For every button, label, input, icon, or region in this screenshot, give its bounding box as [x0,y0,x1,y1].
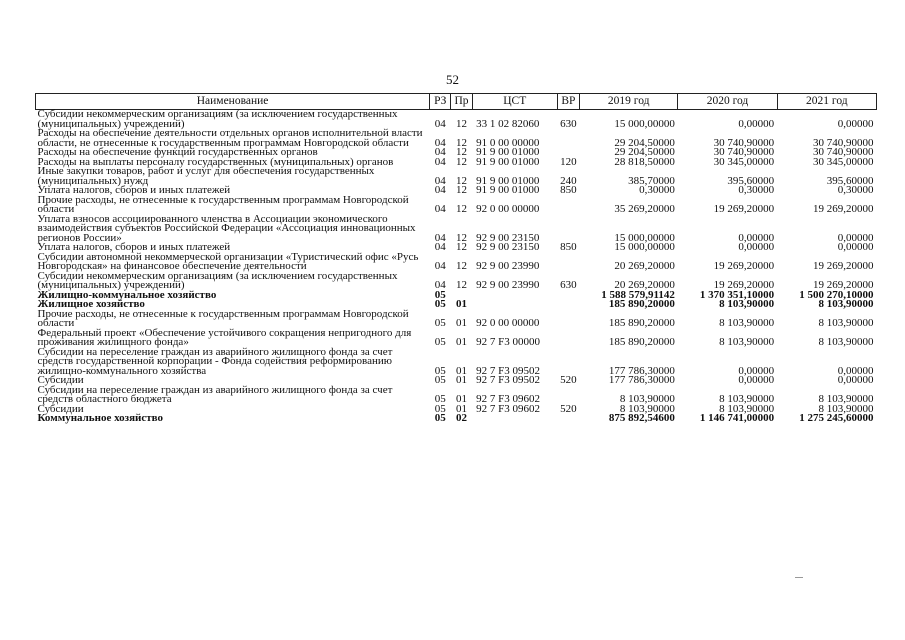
table-row [36,329,877,348]
cell-name: Уплата налогов, сборов и иных платежей [37,241,231,253]
table-row [36,215,877,244]
cell-2021: 30 740,90000 [813,136,874,149]
cell-pr: 12 [456,203,468,215]
cell-2019: 8 103,90000 [619,402,675,415]
cell-2019: 20 269,20000 [614,260,675,272]
cell-rz: 04 [434,260,446,272]
cell-2020: 8 103,90000 [719,393,775,405]
page-number: 52 [446,72,459,87]
cell-cst: 33 1 02 82060 [476,117,540,130]
cell-vr: 850 [560,241,577,253]
cell-2021: 8 103,90000 [818,402,874,415]
header-name: Наименование [36,94,430,110]
cell-vr: 520 [560,402,577,415]
cell-pr: 01 [456,393,468,405]
cell-rz: 05 [434,317,446,329]
cell-rz: 05 [434,288,446,301]
cell-2019: 185 890,20000 [608,298,675,310]
cell-pr: 01 [456,298,468,310]
cell-vr [557,414,579,424]
cell-rz: 05 [434,412,446,424]
cell-vr: 630 [560,279,577,291]
cell-rz: 04 [434,146,446,158]
cell-rz: 05 [434,402,446,415]
cell-2019: 0,30000 [639,184,675,196]
cell-2021: 0,00000 [837,231,874,244]
cell-2021: 1 500 270,10000 [799,288,874,301]
cell-pr: 12 [456,117,468,130]
cell-2020: 19 269,20000 [713,279,775,291]
cell-cst: 91 9 00 01000 [476,155,540,168]
budget-table [35,93,877,424]
cell-cst: 91 9 00 01000 [476,174,540,187]
table-row [36,386,877,405]
cell-pr: 12 [456,174,468,187]
cell-vr: 240 [560,174,577,187]
cell-cst: 92 9 00 23990 [476,279,540,291]
cell-cst [472,291,557,301]
cell-name: Уплата налогов, сборов и иных платежей [37,184,231,196]
cell-cst: 92 7 F3 09502 [476,374,541,386]
cell-2019: 1 588 579,91142 [601,288,675,301]
cell-name: Прочие расходы, не отнесенные к государственным программам Новгородской области [37,193,409,215]
cell-pr: 02 [456,412,468,424]
cell-vr: 120 [560,155,577,168]
cell-vr [557,215,579,244]
cell-2021: 19 269,20000 [813,279,874,291]
cell-rz: 05 [434,374,446,386]
cell-2021: 30 740,90000 [813,146,874,158]
cell-rz: 05 [434,298,446,310]
cell-2019: 35 269,20000 [614,203,675,215]
cell-name: Субсидии на переселение граждан из аварийного жилищного фонда за счет средств областного бюджета [37,383,393,405]
cell-pr: 01 [456,317,468,329]
table-row [36,414,877,424]
cell-rz: 05 [434,336,446,348]
cell-vr: 850 [560,184,577,196]
table-row [36,253,877,272]
cell-name: Расходы на обеспечение функций государственных органов [37,146,318,158]
cell-2019: 29 204,50000 [614,136,675,149]
cell-vr [557,310,579,329]
cell-2020: 30 345,00000 [713,155,775,168]
header-2021: 2021 год [777,94,876,110]
cell-2019: 29 204,50000 [614,146,675,158]
cell-vr: 520 [560,374,577,386]
cell-pr: 12 [456,146,468,158]
cell-2019: 875 892,54600 [608,412,675,424]
cell-name: Субсидии на переселение граждан из аварийного жилищного фонда за счет средств государственной корпорации - Фонда содействия реформированию жилищно-коммунального хозяйства [37,345,393,377]
cell-pr: 12 [456,136,468,149]
cell-2019: 15 000,00000 [614,231,675,244]
cell-pr: 12 [456,260,468,272]
cell-2019: 177 786,30000 [608,364,675,377]
cell-vr [557,253,579,272]
cell-2021: 30 345,00000 [813,155,874,168]
cell-cst [472,414,557,424]
cell-cst: 92 0 00 00000 [476,317,540,329]
cell-cst: 92 9 00 23150 [476,231,540,244]
cell-pr: 12 [456,231,468,244]
cell-rz: 04 [434,155,446,168]
cell-2021: 0,00000 [837,364,874,377]
header-vr: ВР [557,94,579,110]
cell-2020: 1 146 741,00000 [699,412,775,424]
cell-2019: 15 000,00000 [614,241,675,253]
cell-rz: 05 [434,393,446,405]
cell-2019: 385,70000 [628,174,675,187]
cell-2020: 395,60000 [727,174,775,187]
cell-vr [557,329,579,348]
cell-name: Уплата взносов ассоциированного членства в Ассоциации экономического взаимодействия субъектов Российской Федерации «Ассоциация инновационных регионов России» [37,212,416,244]
cell-rz: 04 [434,231,446,244]
cell-pr: 12 [456,184,468,196]
cell-name: Расходы на обеспечение деятельности отдельных органов исполнительной власти области, не отнесенные к государственным программам Новгородской области [37,127,423,149]
cell-name: Субсидии [37,402,84,415]
cell-name: Жилищно-коммунальное хозяйство [37,288,217,301]
cell-2020: 1 370 351,10000 [699,288,775,301]
table-row [36,310,877,329]
cell-name: Субсидии [37,374,84,386]
scan-mark [795,577,803,578]
cell-2020: 0,00000 [738,364,775,377]
cell-2020: 8 103,90000 [719,298,775,310]
cell-cst: 91 9 00 01000 [476,146,540,158]
cell-2020: 30 740,90000 [713,136,775,149]
cell-cst: 92 9 00 23990 [476,260,540,272]
cell-cst: 92 7 F3 09502 [476,364,541,377]
cell-2019: 8 103,90000 [619,393,675,405]
cell-pr: 12 [456,279,468,291]
cell-cst: 92 9 00 23150 [476,241,540,253]
cell-rz: 04 [434,279,446,291]
header-2019: 2019 год [580,94,678,110]
table-row [36,196,877,215]
header-2020: 2020 год [678,94,777,110]
cell-vr [557,300,579,310]
cell-2020: 0,00000 [738,117,775,130]
cell-2020: 30 740,90000 [713,146,775,158]
cell-2019: 185 890,20000 [608,336,675,348]
cell-2020: 0,00000 [738,231,775,244]
cell-cst: 91 0 00 00000 [476,136,540,149]
cell-2020: 8 103,90000 [719,336,775,348]
cell-2020: 8 103,90000 [719,402,775,415]
cell-name: Субсидии некоммерческим организациям (за исключением государственных (муниципальных) учреждений) [37,269,398,291]
header-pr: Пр [451,94,472,110]
cell-vr [557,348,579,377]
cell-cst: 91 9 00 01000 [476,184,540,196]
cell-rz: 04 [434,174,446,187]
cell-cst [472,300,557,310]
cell-2021: 8 103,90000 [818,317,874,329]
cell-rz: 04 [434,241,446,253]
cell-2021: 8 103,90000 [818,298,874,310]
cell-2020: 19 269,20000 [713,203,775,215]
cell-name: Федеральный проект «Обеспечение устойчивого сокращения непригодного для проживания жилищного фонда» [37,326,412,348]
cell-name: Коммунальное хозяйство [37,412,164,424]
cell-2021: 19 269,20000 [813,203,874,215]
cell-pr: 01 [456,374,468,386]
cell-2020: 0,00000 [738,241,775,253]
header-cst: ЦСТ [472,94,557,110]
cell-2021: 1 275 245,60000 [799,412,874,424]
cell-name: Иные закупки товаров, работ и услуг для обеспечения государственных (муниципальных) нужд [37,165,375,187]
cell-rz: 04 [434,184,446,196]
cell-name: Субсидии автономной некоммерческой организации «Туристический офис «Русь Новгородская» на финансовое обеспечение деятельности [37,250,419,272]
cell-2021: 19 269,20000 [813,260,874,272]
cell-pr: 12 [456,241,468,253]
cell-cst: 92 7 F3 09602 [476,402,541,415]
cell-2021: 0,00000 [837,241,874,253]
cell-pr: 01 [456,336,468,348]
cell-name: Расходы на выплаты персоналу государственных (муниципальных) органов [37,155,394,168]
cell-2020: 8 103,90000 [719,317,775,329]
cell-2019: 177 786,30000 [608,374,675,386]
cell-rz: 05 [434,364,446,377]
cell-vr [557,291,579,301]
cell-2019: 185 890,20000 [608,317,675,329]
table-body [36,110,877,424]
cell-name: Прочие расходы, не отнесенные к государственным программам Новгородской области [37,307,409,329]
cell-2019: 20 269,20000 [614,279,675,291]
table-row [36,272,877,291]
cell-vr: 630 [560,117,577,130]
cell-rz: 04 [434,203,446,215]
cell-cst: 92 7 F3 00000 [476,336,541,348]
cell-vr [557,196,579,215]
cell-cst: 92 7 F3 09602 [476,393,541,405]
cell-2020: 0,30000 [738,184,775,196]
cell-rz: 04 [434,117,446,130]
cell-vr [557,386,579,405]
cell-2021: 0,30000 [837,184,874,196]
cell-pr: 01 [456,364,468,377]
cell-2019: 15 000,00000 [614,117,675,130]
header-rz: РЗ [430,94,451,110]
table-row [36,348,877,377]
cell-cst: 92 0 00 00000 [476,203,540,215]
cell-2021: 0,00000 [837,117,874,130]
cell-2021: 0,00000 [837,374,874,386]
cell-2021: 395,60000 [826,174,874,187]
cell-2021: 8 103,90000 [818,336,874,348]
cell-2019: 28 818,50000 [614,155,675,168]
cell-name: Жилищное хозяйство [37,298,145,310]
cell-vr [557,129,579,148]
cell-2020: 0,00000 [738,374,775,386]
cell-name: Субсидии некоммерческим организациям (за исключением государственных (муниципальных) учреждений) [37,108,398,130]
cell-2021: 8 103,90000 [818,393,874,405]
cell-2020: 19 269,20000 [713,260,775,272]
cell-pr: 12 [456,155,468,168]
cell-pr: 01 [456,402,468,415]
cell-rz: 04 [434,136,446,149]
